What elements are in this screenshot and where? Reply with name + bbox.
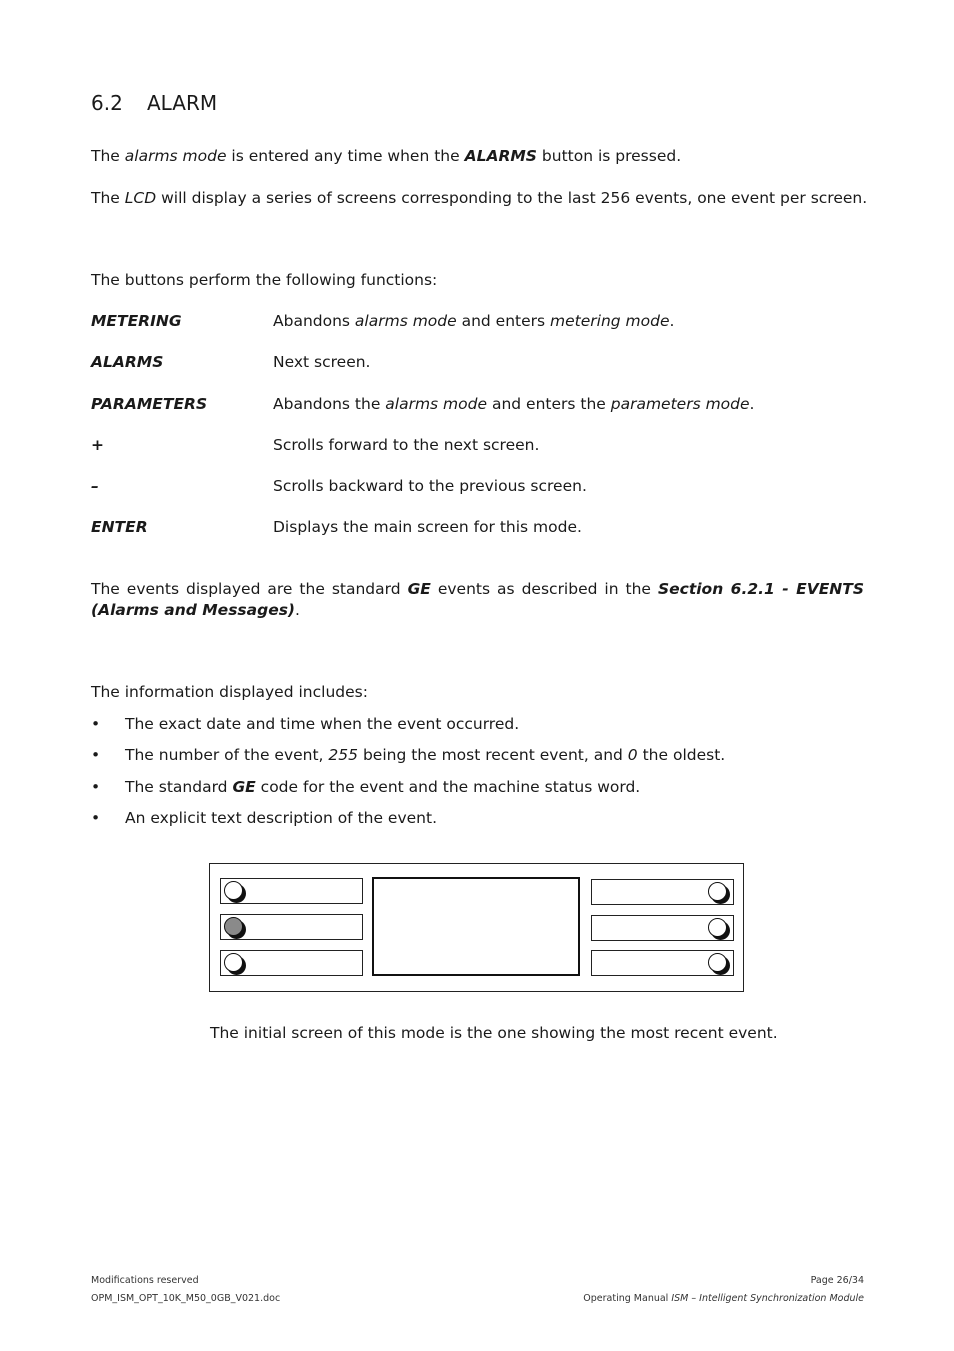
list-item-text [125, 745, 725, 766]
section-number: 6.2 [91, 91, 123, 115]
events-paragraph [91, 579, 864, 621]
function-key: METERING [91, 312, 182, 330]
section-heading [91, 91, 217, 115]
list-item-text: The exact date and time when the event occurred. [125, 715, 520, 733]
panel-button-plus [591, 879, 734, 905]
panel-button-minus [591, 915, 734, 941]
section-title: ALARM [147, 91, 218, 115]
panel-button-metering [220, 878, 363, 904]
text-run: Abandons [273, 312, 355, 330]
text-run: 255 [328, 746, 359, 764]
text-run: metering mode [550, 312, 670, 330]
text-run: and enters [456, 312, 551, 330]
text-run: . [295, 601, 300, 619]
list-item-text [125, 777, 640, 798]
text-run: – [688, 1293, 700, 1304]
function-description [273, 394, 754, 415]
text-run: Operating Manual [583, 1293, 672, 1304]
text-run: . [749, 395, 755, 413]
function-description: Displays the main screen for this mode. [273, 518, 582, 536]
footer-document-id: OPM_ISM_OPT_10K_M50_0GB_V021.doc [91, 1293, 281, 1304]
text-run: the oldest. [637, 746, 726, 764]
term-ge: GE [232, 778, 256, 796]
led-icon [224, 881, 243, 900]
function-description: Next screen. [273, 353, 371, 371]
text-run: The number of the event, [125, 746, 329, 764]
footer-page-number: Page 26/34 [810, 1275, 864, 1286]
text-run: The standard [125, 778, 233, 796]
text-run: and enters the [487, 395, 611, 413]
term-ge: GE [407, 580, 431, 598]
function-key: + [91, 436, 104, 454]
term-lcd: LCD [124, 189, 157, 207]
led-icon [708, 918, 727, 937]
footer-left-line-1: Modifications reserved [91, 1275, 199, 1286]
led-lit-icon [224, 917, 243, 936]
function-description: Scrolls backward to the previous screen. [273, 477, 587, 495]
figure-caption: The initial screen of this mode is the one showing the most recent event. [210, 1024, 778, 1042]
text-run: parameters mode [610, 395, 750, 413]
term-alarms-mode: alarms mode [124, 147, 227, 165]
intro-paragraph-1 [91, 146, 681, 167]
led-icon [708, 953, 727, 972]
text-run: button is pressed. [536, 147, 682, 165]
led-icon [224, 953, 243, 972]
text-run: alarms mode [354, 312, 457, 330]
bullet-icon [91, 808, 125, 829]
text-run: code for the event and the machine status word. [255, 778, 641, 796]
function-key: – [91, 477, 99, 495]
footer-document-title [583, 1293, 864, 1305]
bullet-icon [91, 714, 125, 735]
function-key: ALARMS [91, 353, 164, 371]
text-run: alarms mode [385, 395, 488, 413]
text-run: is entered any time when the [226, 147, 465, 165]
bullet-icon [91, 745, 125, 766]
panel-button-alarms [220, 914, 363, 940]
text-run: The events displayed are the standard [91, 580, 408, 598]
text-run: . [669, 312, 675, 330]
text-run: being the most recent event, and [358, 746, 628, 764]
bullet-icon [91, 777, 125, 798]
function-description: Scrolls forward to the next screen. [273, 436, 540, 454]
intro-paragraph-2 [91, 188, 867, 209]
text-run: will display a series of screens corresponding to the last 256 events, one event per screen. [156, 189, 868, 207]
buttons-intro: The buttons perform the following functions: [91, 271, 438, 289]
text-run: ISM [671, 1293, 689, 1304]
panel-button-parameters [220, 950, 363, 976]
panel-button-enter [591, 950, 734, 976]
text-run: events as described in the [430, 580, 658, 598]
function-description [273, 311, 674, 332]
text-run: 0 [627, 746, 638, 764]
lcd-display [372, 877, 580, 976]
text-run: The [91, 189, 125, 207]
text-run: The [91, 147, 125, 165]
list-item-text: An explicit text description of the event. [125, 809, 438, 827]
led-icon [708, 882, 727, 901]
text-run: Abandons the [273, 395, 386, 413]
text-run: Intelligent Synchronization Module [699, 1293, 864, 1304]
front-panel-diagram [209, 863, 744, 992]
function-key: PARAMETERS [91, 395, 208, 413]
term-alarms-button: ALARMS [464, 147, 537, 165]
function-key: ENTER [91, 518, 148, 536]
info-intro: The information displayed includes: [91, 683, 368, 701]
section-reference: Section 6.2.1 - EVENTS (Alarms and Messages) [91, 580, 864, 619]
